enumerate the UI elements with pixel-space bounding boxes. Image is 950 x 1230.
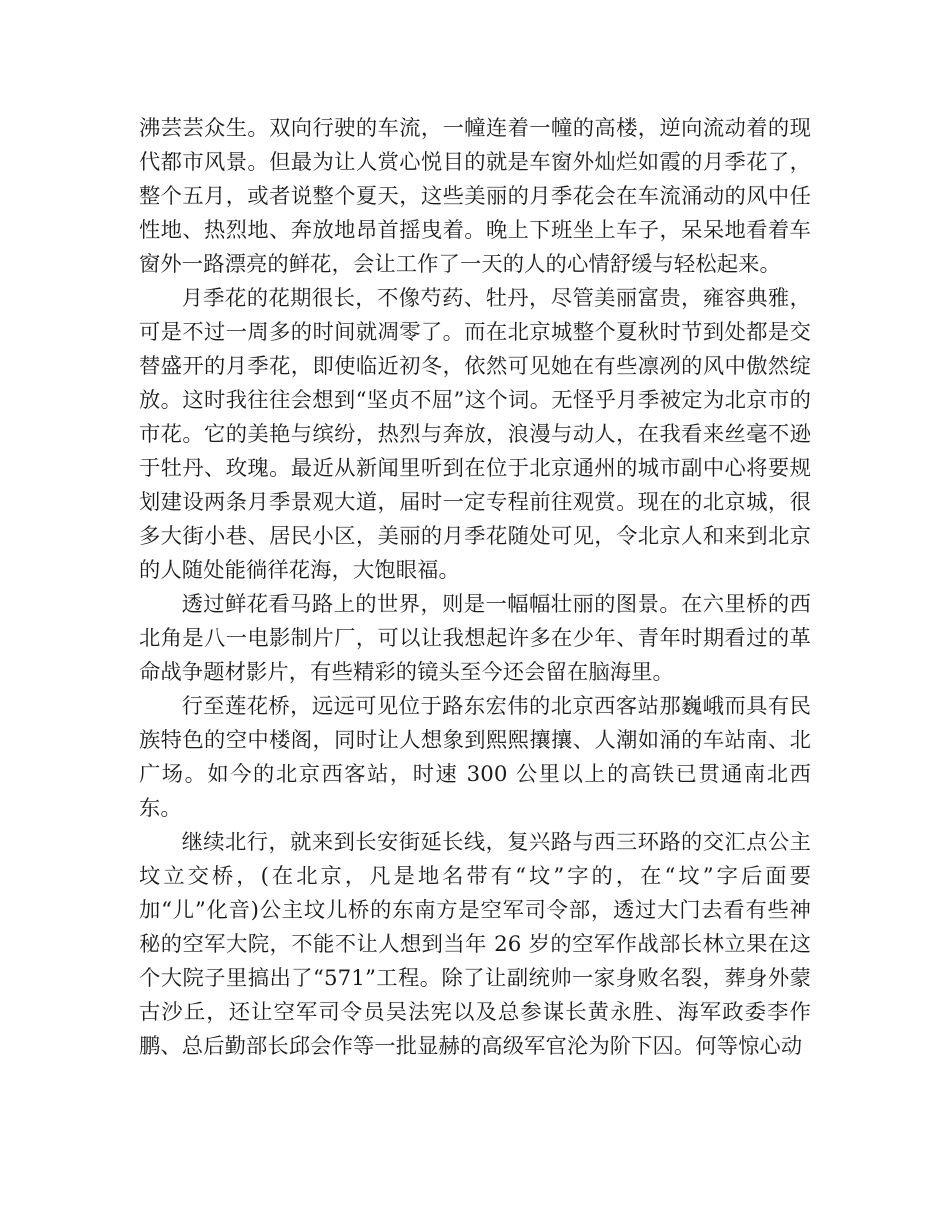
paragraph-2: 月季花的花期很长，不像芍药、牡丹，尽管美丽富贵，雍容典雅，可是不过一周多的时间就凋零了。而在北京城整个夏秋时节到处都是交替盛开的月季花，即使临近初冬，依然可见她在有些凛冽的风中傲然绽放。这时我往往会想到“坚贞不屈”这个词。无怪乎月季被定为北京市的市花。它的美艳与缤纷，热烈与奔放，浪漫与动人，在我看来丝毫不逊于牡丹、玫瑰。最近从新闻里听到在位于北京通州的城市副中心将要规划建设两条月季景观大道，届时一定专程前往观赏。现在的北京城，很多大街小巷、居民小区，美丽的月季花随处可见，令北京人和来到北京的人随处能徜徉花海，大饱眼福。 [139,286,811,583]
paragraph-5: 继续北行，就来到长安街延长线，复兴路与西三环路的交汇点公主坟立交桥，(在北京，凡是地名带有“坟”字的，在“坟”字后面要加“儿”化音)公主坟儿桥的东南方是空军司令部，透过大门去看有些神秘的空军大院，不能不让人想到当年 26 岁的空军作战部长林立果在这个大院子里搞出了“571”工程。除了让副统帅一家身败名裂，葬身外蒙古沙丘，还让空军司令员吴法宪以及总参谋长黄永胜、海军政委李作鹏、总后勤部长邱会作等一批显赫的高级军官沦为阶下囚。何等惊心动 [139,830,811,1059]
article-body [139,112,811,1064]
paragraph-3: 透过鲜花看马路上的世界，则是一幅幅壮丽的图景。在六里桥的西北角是八一电影制片厂，可以让我想起许多在少年、青年时期看过的革命战争题材影片，有些精彩的镜头至今还会留在脑海里。 [139,592,811,685]
paragraph-1: 沸芸芸众生。双向行驶的车流，一幢连着一幢的高楼，逆向流动着的现代都市风景。但最为让人赏心悦目的就是车窗外灿烂如霞的月季花了，整个五月，或者说整个夏天，这些美丽的月季花会在车流涌动的风中任性地、热烈地、奔放地昂首摇曳着。晚上下班坐上车子，呆呆地看着车窗外一路漂亮的鲜花，会让工作了一天的人的心情舒缓与轻松起来。 [139,116,811,277]
paragraph-4: 行至莲花桥，远远可见位于路东宏伟的北京西客站那巍峨而具有民族特色的空中楼阁，同时让人想象到熙熙攘攘、人潮如涌的车站南、北广场。如今的北京西客站，时速 300 公里以上的高铁已贯通南北西东。 [139,694,811,821]
